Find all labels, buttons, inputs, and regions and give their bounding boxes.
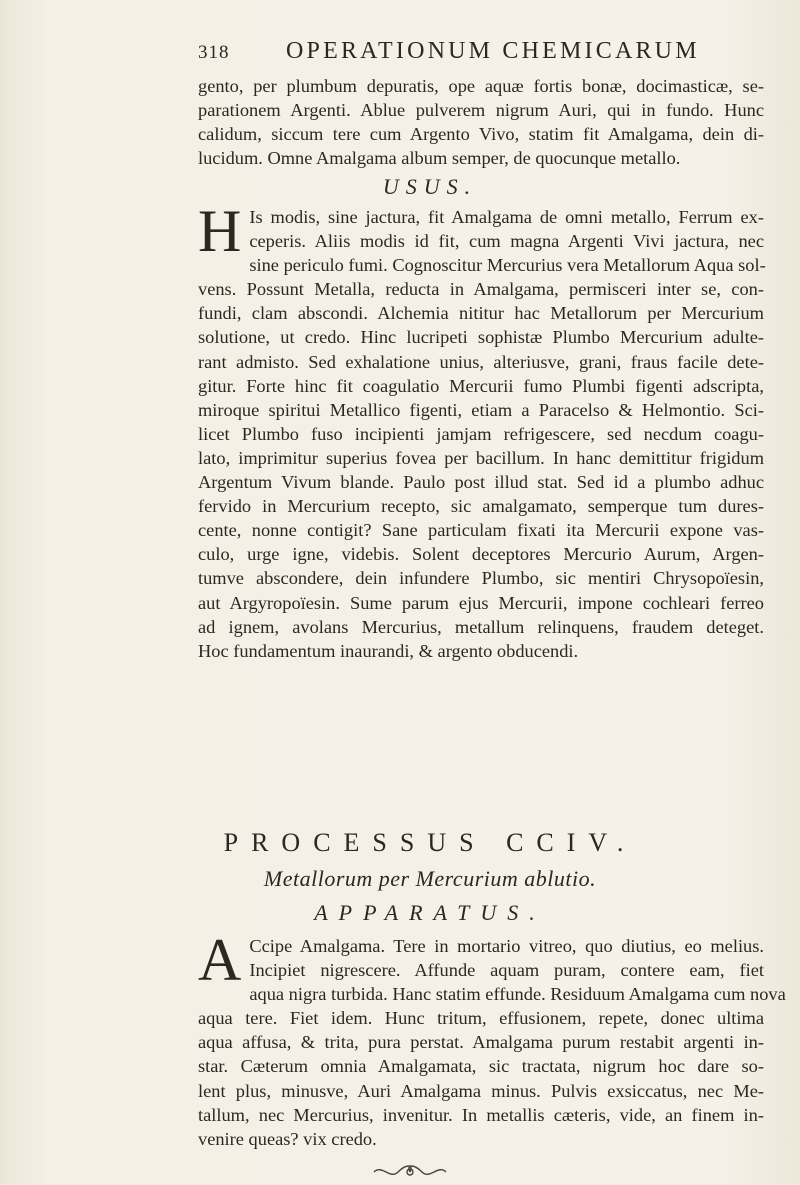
text-line: aut Argyropoïesin. Sume parum ejus Mercurii, impone cochleari ferreo [198,592,764,613]
text-line: rant admisto. Sed exhalatione unius, alteriusve, grani, fraus facile dete- [198,351,764,372]
running-head: OPERATIONUM CHEMICARUM [286,38,700,64]
text-line: Ccipe Amalgama. Tere in mortario vitreo, quo diutius, eo melius. [249,936,764,956]
text-line: ceperis. Aliis modis id fit, cum magna Argenti Vivi jactura, nec [249,231,764,252]
text-line: venire queas? vix credo. [198,1128,377,1149]
text-line: Argentum Vivum blande. Paulo post illud stat. Sed id a plumbo adhuc [198,472,764,493]
drop-cap: A [198,927,242,993]
page-header [198,38,768,70]
text-line: calidum, siccum tere cum Argento Vivo, statim fit Amalgama, dein di- [198,124,764,145]
apparatus-paragraph [198,927,786,1151]
text-line: fundi, clam abscondi. Alchemia nititur hac Metallorum per Mercurium [198,303,764,324]
text-line: aqua affusa, & trita, pura perstat. Amalgama purum restabit argenti in- [198,1032,764,1053]
text-line: tallum, nec Mercurius, invenitur. In metallis cæteris, vide, an finem in- [198,1104,764,1125]
text-line: miroque spiritui Metallico figenti, etiam a Paracelso & Helmontio. Sci- [198,399,764,420]
floral-tailpiece-icon [372,1164,448,1185]
page-number: 318 [198,42,230,63]
text-line: parationem Argenti. Ablue pulverem nigrum Auri, qui in fundo. Hunc [198,100,764,121]
text-line: gento, per plumbum depuratis, ope aquæ fortis bonæ, docimasticæ, se- [198,76,764,96]
text-line: Hoc fundamentum inaurandi, & argento obducendi. [198,640,579,661]
text-line: tumve abscondere, dein infundere Plumbo, sic mentiri Chrysopoïesin, [198,568,764,589]
process-subtitle: Metallorum per Mercurium ablutio. [263,866,597,891]
text-line: cente, nonne contigit? Sane particulam fixati ita Mercurii expone vas- [198,520,764,541]
text-line: lent plus, minusve, Auri Amalgama minus. Pulvis exsiccatus, nec Me- [198,1080,764,1101]
text-line: aqua tere. Fiet idem. Hunc tritum, effusionem, repete, donec ultima [198,1008,764,1029]
text-line: ad ignem, avolans Mercurius, metallum relinquens, fraudem deteget. [198,616,764,637]
text-line: solutione, ut credo. Hinc lucripeti sophistæ Plumbo Mercurium adulte- [198,327,764,348]
text-line: fervido in Mercurium recepto, sic amalgamato, semperque tum dures- [198,496,764,517]
text-line: lato, imprimitur superius fovea per bacillum. In hanc demittitur frigidum [198,447,764,468]
text-line: aqua nigra turbida. Hanc statim effunde. Residuum Amalgama cum nova [249,984,786,1005]
text-line: licet Plumbo fuso incipienti jamjam refrigescere, sed necdum coagu- [198,423,764,444]
text-line: star. Cæterum omnia Amalgamata, sic tractata, nigrum hoc dare so- [198,1056,764,1077]
text-line: vens. Possunt Metalla, reducta in Amalgama, permisceri inter se, con- [198,279,764,300]
usus-heading: USUS. [382,174,478,199]
text-line: lucidum. Omne Amalgama album semper, de quocunque metallo. [198,148,681,169]
text-line: gitur. Forte hinc fit coagulatio Mercurii fumo Plumbi figenti adscripta, [198,375,764,396]
text-line: culo, urge igne, videbis. Solent deceptores Mercurio Aurum, Argen- [198,544,764,565]
drop-cap: H [198,198,242,264]
usus-paragraph [198,198,766,663]
apparatus-heading: APPARATUS. [314,900,546,925]
text-line: sine periculo fumi. Cognoscitur Mercurius vera Metallorum Aqua sol- [249,255,766,276]
intro-paragraph [198,74,764,170]
text-line: Is modis, sine jactura, fit Amalgama de omni metallo, Ferrum ex- [249,207,764,227]
process-heading: PROCESSUS CCIV. [223,828,637,857]
text-line: Incipiet nigrescere. Affunde aquam puram, contere eam, fiet [249,960,764,981]
